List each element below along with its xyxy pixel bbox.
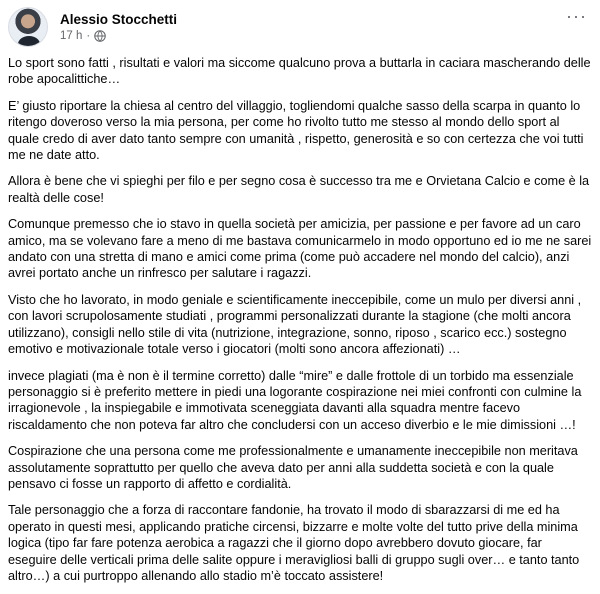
post-paragraph: Comunque premesso che io stavo in quella società per amicizia, per passione e per favore ad un caro amico, ma se volevano fare a meno di me bastava comunicarmelo in modo opportuno ed io me ne sarei andato con una stretta di mano e amici come prima (come può accadere nel mondo del calcio), anzi avrei portato anche un rinfresco per salutare i ragazzi.: [8, 217, 592, 281]
post-paragraph: Allora è bene che vi spieghi per filo e per segno cosa è successo tra me e Orvietana Calcio e come è la realtà delle cose!: [8, 174, 590, 205]
post-body: [8, 55, 592, 594]
post-paragraph: E’ giusto riportare la chiesa al centro del villaggio, togliendomi qualche sasso della scarpa in quanto lo ritengo doveroso verso la mia persona, per come ho rivolto tutto me stesso al mondo dello sport al quale credo di aver dato tanto sempre con umanità , rispetto, generosità e so con certezza che voi tutti me ne date atto.: [8, 98, 584, 163]
post-paragraph: invece plagiati (ma è non è il termine corretto) dalle “mire” e dalle frottole di un torbido ma essenziale personaggio si è preferito mettere in piedi una logorante cospirazione nei miei confronti con culmine la irragionevole , la inspiegabile e immotivata sceneggiata davanti alla squadra mentre facevo riscaldamento che non poteva far altro che concludersi con un acceso diverbio e le mie dimissioni …!: [8, 368, 582, 432]
post-paragraph: Lo sport sono fatti , risultati e valori ma siccome qualcuno prova a buttarla in caciara mascherando delle robe apocalittiche…: [8, 56, 591, 87]
post-meta: [60, 11, 177, 44]
post-header: [8, 5, 177, 49]
avatar[interactable]: [8, 7, 48, 47]
globe-icon[interactable]: [94, 30, 106, 42]
post-paragraph: Cospirazione che una persona come me professionalmente e umanamente ineccepibile non meritava assolutamente soprattutto per quello che aveva dato per anni alla suddetta società e con la quale pensavo ci fosse un rapporto di affetto e cordialità.: [8, 444, 578, 491]
more-options-icon[interactable]: ···: [566, 6, 587, 26]
post-paragraph: Visto che ho lavorato, in modo geniale e scientificamente ineccepibile, come un mulo per diversi anni , con lavori scrupolosamente studiati , programmi personalizzati durante la stagione (che molti ancora utilizzano), consigli nello stile di vita (nutrizione, integrazione, sonno, riposo , scarico ecc.) sostegno emotivo e motivazionale totale verso i giocatori (molti sono ancora affezionati) …: [8, 292, 582, 357]
separator-dot: ·: [86, 29, 91, 42]
post-time[interactable]: 17 h: [60, 29, 83, 42]
post-subline: [60, 28, 177, 44]
post-paragraph: Tale personaggio che a forza di raccontare fandonie, ha trovato il modo di sbarazzarsi di me ed ha operato in questi mesi, applicando pratiche circensi, bizzarre e molte volte del tutto prive della minima logica (tipo far fare potenza aerobica a ragazzi che il giorno dopo avrebbero dovuto giocare, far eseguire delle verticali prima delle salite oppure i meravigliosi balli di gruppo sugli over… e tanto tanto altro…) a cui purtroppo allenando allo stadio m’è toccato assistere!: [8, 503, 580, 583]
author-name[interactable]: Alessio Stocchetti: [60, 11, 178, 27]
